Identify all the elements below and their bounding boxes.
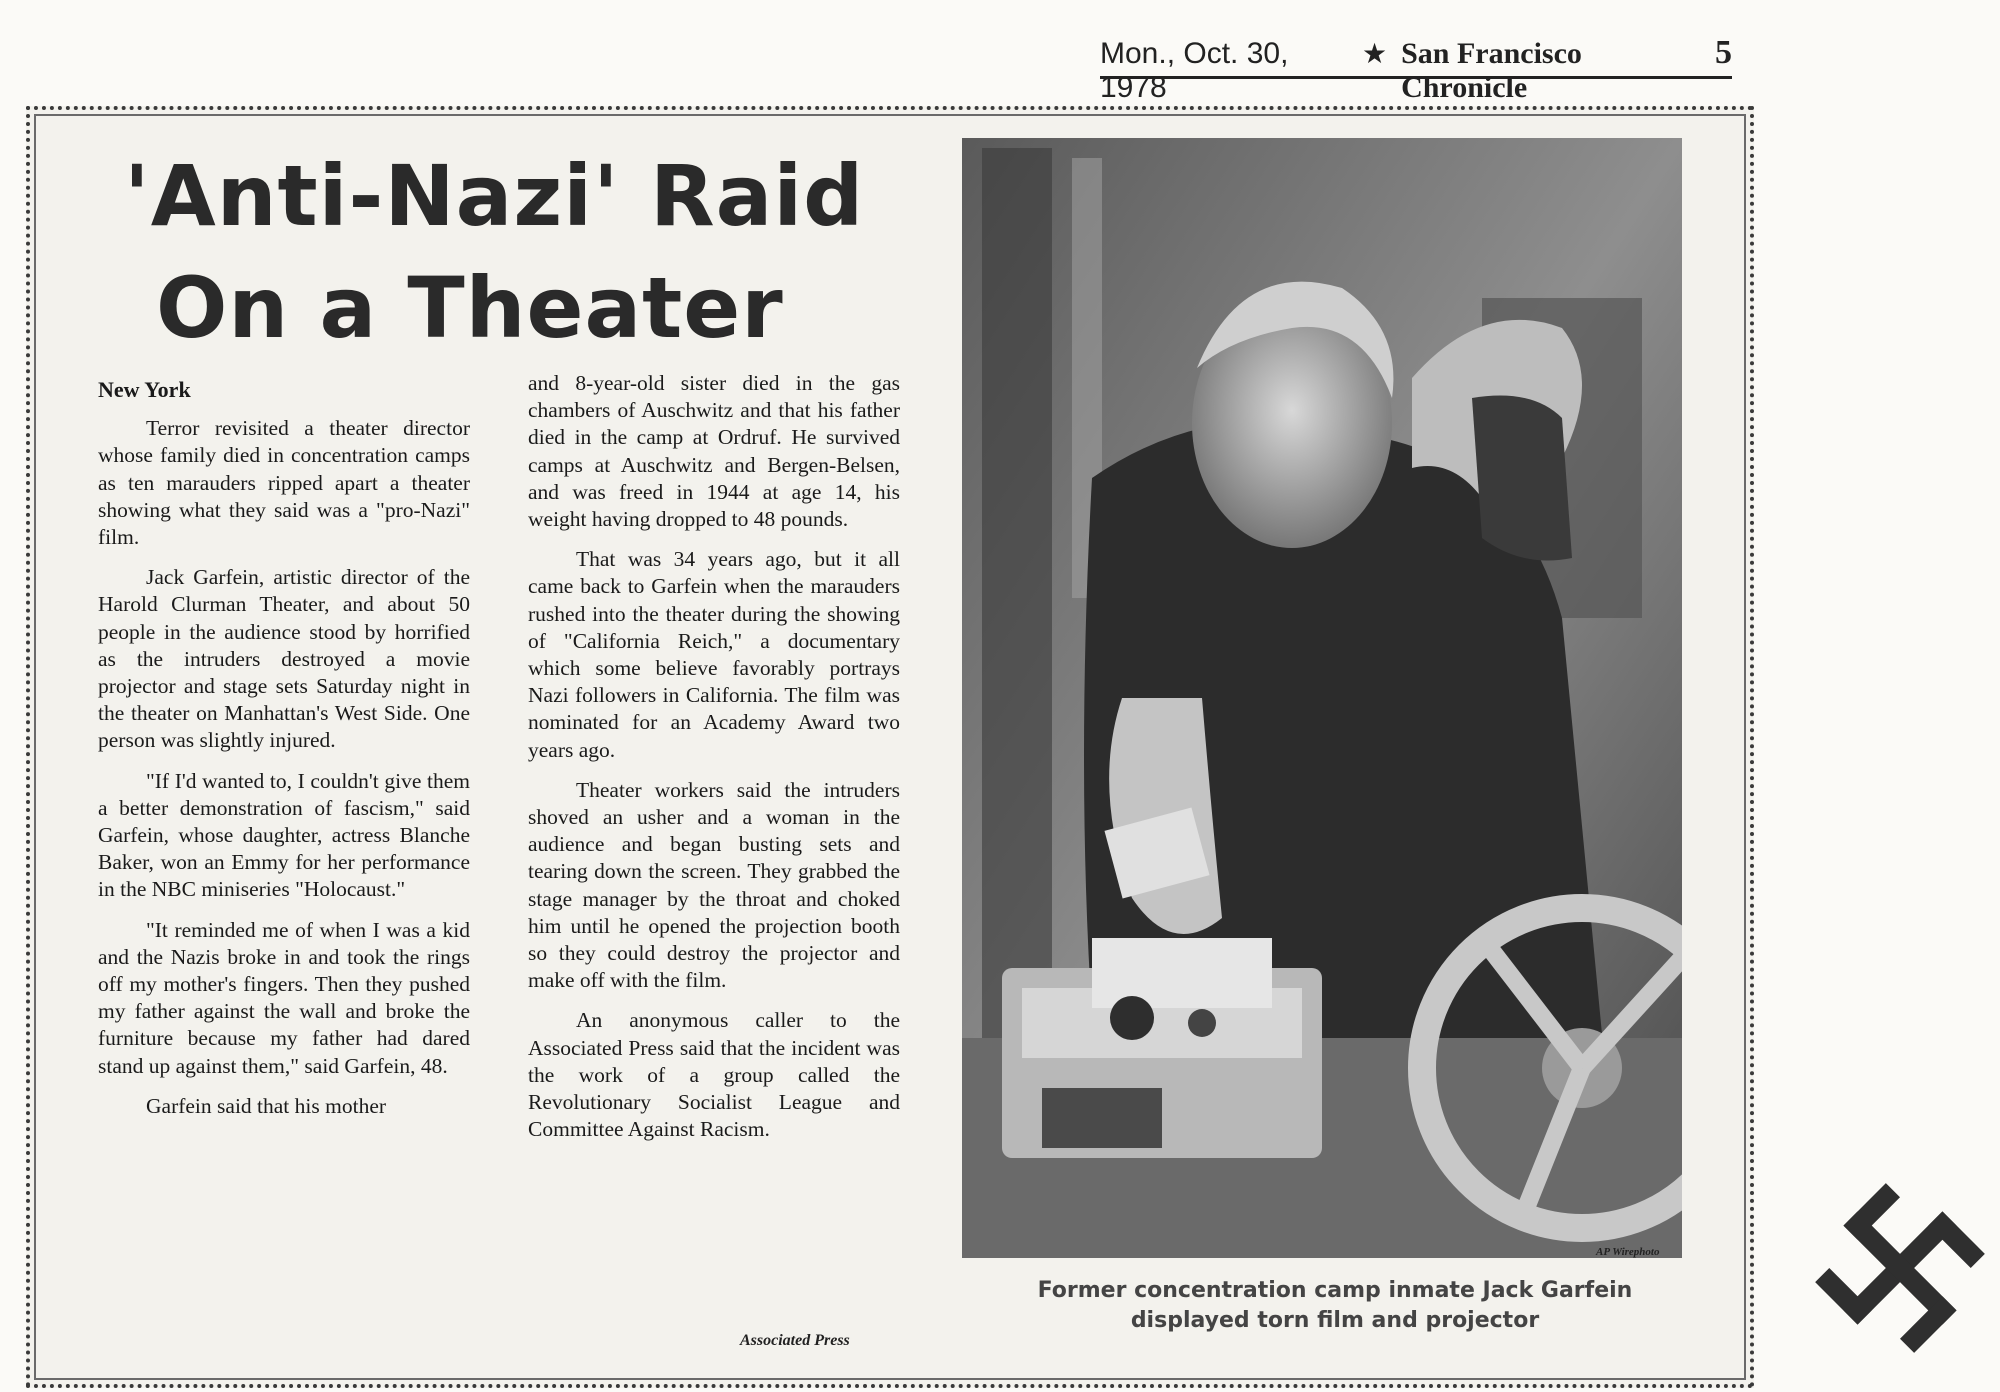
- cross-symbol-icon: [1810, 1178, 1990, 1358]
- paragraph: Theater workers said the intruders shoved an usher and a woman in the audience and began busting sets and tearing down the screen. They grabbed the stage manager by the throat and choked him until he opened the projection booth so they could destroy the projector and make off with the film.: [528, 777, 900, 993]
- paragraph: Garfein said that his mother: [146, 1093, 387, 1118]
- page-number: 5: [1715, 34, 1732, 71]
- headline-line-2: On a Theater: [156, 259, 784, 357]
- photo-caption: [985, 1276, 1685, 1336]
- newspaper-name: San Francisco Chronicle: [1401, 37, 1582, 104]
- caption-line-2: displayed torn film and projector: [1130, 1308, 1540, 1333]
- dateline-place: New York: [98, 377, 191, 402]
- paragraph: "If I'd wanted to, I couldn't give them a better demonstration of fascism," said Garfein, whose daughter, actress Blanche Baker, won an Emmy for her performance in the NBC miniseries "Holocaust.": [98, 768, 470, 902]
- photo-credit: AP Wirephoto: [1596, 1246, 1660, 1258]
- paragraph: Jack Garfein, artistic director of the Harold Clurman Theater, and about 50 people in the audience stood by horrified as the intruders destroyed a movie projector and stage sets Saturday night in the theater on Manhattan's West Side. One person was slightly injured.: [98, 565, 470, 753]
- paragraph: and 8-year-old sister died in the gas chambers of Auschwitz and that his father died in the camp at Ordruf. He survived camps at Auschwitz and Bergen-Belsen, and was freed in 1944 at age 14, his weight having dropped to 48 pounds.: [528, 371, 900, 532]
- article-column-2: [528, 370, 900, 1156]
- article-column-1: [98, 376, 470, 1133]
- paragraph: That was 34 years ago, but it all came back to Garfein when the marauders rushed into the theater during the showing of "California Reich," a documentary which some believe favorably portrays Nazi followers in California. The film was nominated for an Academy Award two years ago.: [528, 547, 900, 762]
- photo-illustration: [962, 138, 1682, 1258]
- star-icon: ★: [1361, 37, 1388, 70]
- masthead-dateline: [1100, 34, 1732, 104]
- caption-line-1: Former concentration camp inmate Jack Garfein: [1037, 1278, 1633, 1303]
- paragraph: An anonymous caller to the Associated Press said that the incident was the work of a group called the Revolutionary Socialist League and Committee Against Racism.: [528, 1008, 900, 1142]
- paragraph: "It reminded me of when I was a kid and the Nazis broke in and took the rings off my mother's fingers. Then they pushed my father against the wall and broke the furniture because my father had dared stand up against them," said Garfein, 48.: [98, 917, 470, 1078]
- news-photo: [962, 138, 1682, 1258]
- article-headline: [124, 140, 924, 364]
- issue-date: Mon., Oct. 30, 1978: [1100, 37, 1289, 104]
- byline: Associated Press: [740, 1332, 850, 1349]
- paragraph: Terror revisited a theater director whose family died in concentration camps as ten marauders ripped apart a theater showing what they said was a "pro-Nazi" film.: [98, 416, 470, 550]
- headline-line-1: 'Anti-Nazi' Raid: [124, 147, 865, 245]
